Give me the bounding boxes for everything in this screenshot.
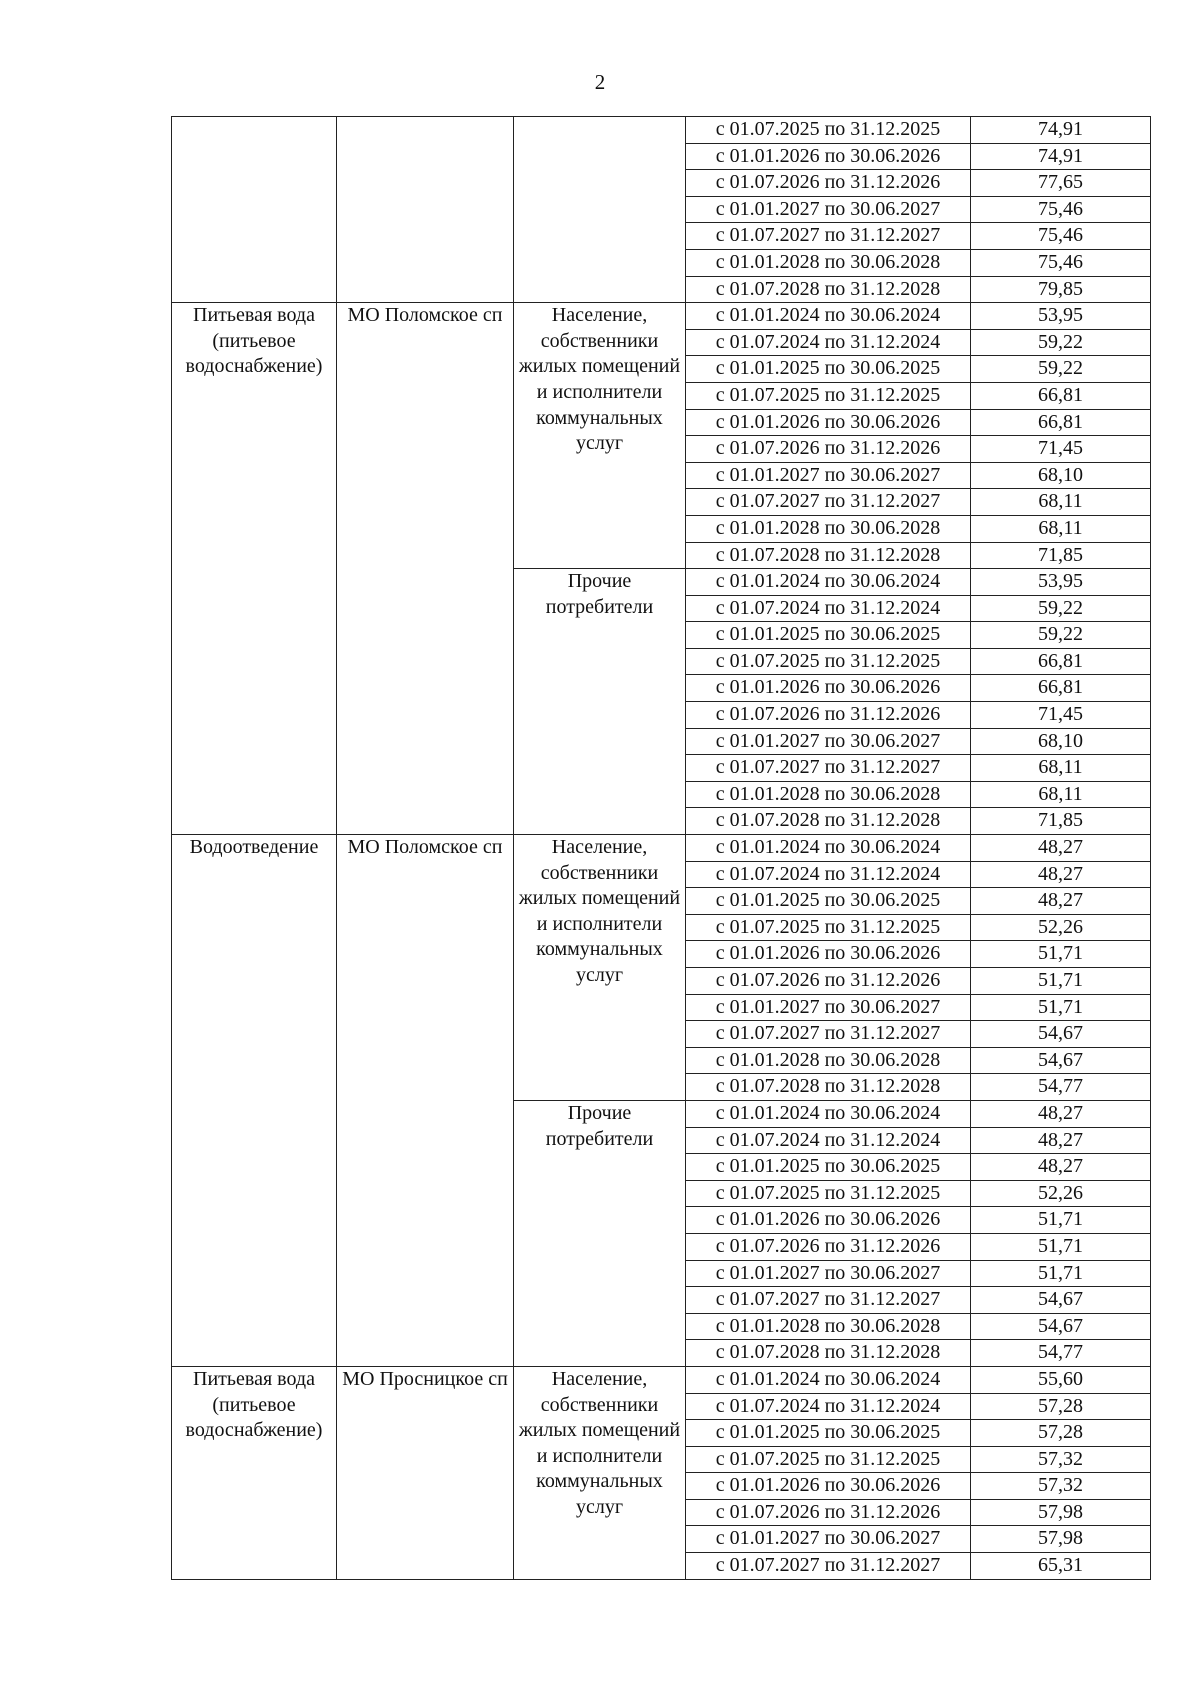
municipality-cell: МО Просницкое сп: [337, 1366, 514, 1579]
period-cell: с 01.01.2027 по 30.06.2027: [686, 1260, 971, 1287]
period-cell: с 01.01.2028 по 30.06.2028: [686, 249, 971, 276]
period-cell: с 01.01.2028 по 30.06.2028: [686, 1047, 971, 1074]
tariff-value-cell: 55,60: [971, 1366, 1151, 1393]
tariff-value-cell: 54,67: [971, 1287, 1151, 1314]
period-cell: с 01.01.2025 по 30.06.2025: [686, 622, 971, 649]
tariff-value-cell: 57,28: [971, 1420, 1151, 1447]
tariff-value-cell: 57,32: [971, 1473, 1151, 1500]
tariff-value-cell: 66,81: [971, 382, 1151, 409]
period-cell: с 01.01.2026 по 30.06.2026: [686, 1207, 971, 1234]
period-cell: с 01.07.2025 по 31.12.2025: [686, 1180, 971, 1207]
consumer-group-cell: [514, 117, 686, 303]
tariff-value-cell: 54,67: [971, 1047, 1151, 1074]
tariff-value-cell: 71,85: [971, 808, 1151, 835]
period-cell: с 01.07.2024 по 31.12.2024: [686, 329, 971, 356]
tariff-value-cell: 68,11: [971, 781, 1151, 808]
consumer-group-cell: Прочие потребители: [514, 1100, 686, 1366]
consumer-group-cell: Население, собственники жилых помещений и исполнители коммунальных услуг: [514, 835, 686, 1101]
tariff-value-cell: 74,91: [971, 143, 1151, 170]
tariff-value-cell: 57,98: [971, 1526, 1151, 1553]
period-cell: с 01.07.2027 по 31.12.2027: [686, 489, 971, 516]
tariff-value-cell: 77,65: [971, 170, 1151, 197]
consumer-group-cell: Прочие потребители: [514, 569, 686, 835]
tariff-value-cell: 68,11: [971, 755, 1151, 782]
municipality-cell: МО Поломское сп: [337, 835, 514, 1367]
period-cell: с 01.07.2028 по 31.12.2028: [686, 808, 971, 835]
tariff-value-cell: 53,95: [971, 303, 1151, 330]
tariff-value-cell: 53,95: [971, 569, 1151, 596]
tariff-value-cell: 59,22: [971, 356, 1151, 383]
tariff-value-cell: 59,22: [971, 622, 1151, 649]
table-row: [172, 117, 1151, 144]
period-cell: с 01.07.2026 по 31.12.2026: [686, 968, 971, 995]
tariff-value-cell: 54,67: [971, 1021, 1151, 1048]
period-cell: с 01.07.2024 по 31.12.2024: [686, 1127, 971, 1154]
tariff-value-cell: 57,32: [971, 1446, 1151, 1473]
tariff-value-cell: 59,22: [971, 329, 1151, 356]
period-cell: с 01.07.2026 по 31.12.2026: [686, 1233, 971, 1260]
period-cell: с 01.01.2025 по 30.06.2025: [686, 1154, 971, 1181]
tariff-value-cell: 68,10: [971, 462, 1151, 489]
tariff-value-cell: 71,85: [971, 542, 1151, 569]
consumer-group-cell: Население, собственники жилых помещений и исполнители коммунальных услуг: [514, 303, 686, 569]
tariff-table: [171, 116, 1151, 1580]
period-cell: с 01.07.2027 по 31.12.2027: [686, 755, 971, 782]
tariff-value-cell: 59,22: [971, 595, 1151, 622]
period-cell: с 01.07.2026 по 31.12.2026: [686, 702, 971, 729]
period-cell: с 01.01.2026 по 30.06.2026: [686, 409, 971, 436]
period-cell: с 01.01.2027 по 30.06.2027: [686, 994, 971, 1021]
period-cell: с 01.07.2028 по 31.12.2028: [686, 542, 971, 569]
table-row: [172, 835, 1151, 862]
tariff-value-cell: 75,46: [971, 223, 1151, 250]
service-cell: [172, 117, 337, 303]
period-cell: с 01.07.2025 по 31.12.2025: [686, 1446, 971, 1473]
period-cell: с 01.01.2028 по 30.06.2028: [686, 1313, 971, 1340]
tariff-value-cell: 51,71: [971, 968, 1151, 995]
tariff-value-cell: 51,71: [971, 994, 1151, 1021]
tariff-value-cell: 54,67: [971, 1313, 1151, 1340]
tariff-value-cell: 48,27: [971, 861, 1151, 888]
period-cell: с 01.07.2027 по 31.12.2027: [686, 1287, 971, 1314]
period-cell: с 01.01.2025 по 30.06.2025: [686, 1420, 971, 1447]
municipality-cell: МО Поломское сп: [337, 303, 514, 835]
municipality-cell: [337, 117, 514, 303]
tariff-value-cell: 66,81: [971, 675, 1151, 702]
period-cell: с 01.01.2027 по 30.06.2027: [686, 728, 971, 755]
tariff-value-cell: 48,27: [971, 1127, 1151, 1154]
tariff-value-cell: 51,71: [971, 1260, 1151, 1287]
period-cell: с 01.01.2028 по 30.06.2028: [686, 515, 971, 542]
tariff-value-cell: 57,28: [971, 1393, 1151, 1420]
period-cell: с 01.07.2026 по 31.12.2026: [686, 436, 971, 463]
period-cell: с 01.01.2024 по 30.06.2024: [686, 569, 971, 596]
tariff-value-cell: 57,98: [971, 1499, 1151, 1526]
period-cell: с 01.07.2027 по 31.12.2027: [686, 223, 971, 250]
tariff-value-cell: 71,45: [971, 702, 1151, 729]
period-cell: с 01.01.2026 по 30.06.2026: [686, 143, 971, 170]
tariff-value-cell: 79,85: [971, 276, 1151, 303]
service-cell: Питьевая вода (питьевое водоснабжение): [172, 1366, 337, 1579]
table-row: [172, 1366, 1151, 1393]
period-cell: с 01.01.2025 по 30.06.2025: [686, 888, 971, 915]
period-cell: с 01.07.2025 по 31.12.2025: [686, 648, 971, 675]
tariff-value-cell: 51,71: [971, 1207, 1151, 1234]
period-cell: с 01.07.2026 по 31.12.2026: [686, 1499, 971, 1526]
service-cell: Водоотведение: [172, 835, 337, 1367]
tariff-value-cell: 66,81: [971, 648, 1151, 675]
table-row: [172, 303, 1151, 330]
tariff-value-cell: 75,46: [971, 196, 1151, 223]
tariff-value-cell: 52,26: [971, 1180, 1151, 1207]
service-cell: Питьевая вода (питьевое водоснабжение): [172, 303, 337, 835]
period-cell: с 01.01.2025 по 30.06.2025: [686, 356, 971, 383]
tariff-table-body: [172, 117, 1151, 1580]
tariff-value-cell: 48,27: [971, 888, 1151, 915]
period-cell: с 01.07.2026 по 31.12.2026: [686, 170, 971, 197]
period-cell: с 01.07.2028 по 31.12.2028: [686, 1074, 971, 1101]
period-cell: с 01.01.2027 по 30.06.2027: [686, 196, 971, 223]
tariff-value-cell: 52,26: [971, 914, 1151, 941]
tariff-value-cell: 48,27: [971, 835, 1151, 862]
period-cell: с 01.01.2027 по 30.06.2027: [686, 1526, 971, 1553]
period-cell: с 01.01.2026 по 30.06.2026: [686, 1473, 971, 1500]
period-cell: с 01.01.2027 по 30.06.2027: [686, 462, 971, 489]
period-cell: с 01.07.2024 по 31.12.2024: [686, 1393, 971, 1420]
tariff-value-cell: 51,71: [971, 1233, 1151, 1260]
period-cell: с 01.07.2024 по 31.12.2024: [686, 595, 971, 622]
period-cell: с 01.01.2024 по 30.06.2024: [686, 303, 971, 330]
tariff-value-cell: 68,11: [971, 489, 1151, 516]
period-cell: с 01.07.2025 по 31.12.2025: [686, 382, 971, 409]
period-cell: с 01.01.2024 по 30.06.2024: [686, 1366, 971, 1393]
period-cell: с 01.01.2024 по 30.06.2024: [686, 835, 971, 862]
tariff-value-cell: 51,71: [971, 941, 1151, 968]
tariff-value-cell: 75,46: [971, 249, 1151, 276]
period-cell: с 01.07.2027 по 31.12.2027: [686, 1021, 971, 1048]
tariff-value-cell: 65,31: [971, 1553, 1151, 1580]
consumer-group-cell: Население, собственники жилых помещений и исполнители коммунальных услуг: [514, 1366, 686, 1579]
tariff-value-cell: 68,11: [971, 515, 1151, 542]
period-cell: с 01.07.2028 по 31.12.2028: [686, 276, 971, 303]
period-cell: с 01.01.2026 по 30.06.2026: [686, 941, 971, 968]
tariff-value-cell: 71,45: [971, 436, 1151, 463]
period-cell: с 01.01.2024 по 30.06.2024: [686, 1100, 971, 1127]
tariff-value-cell: 66,81: [971, 409, 1151, 436]
page-number: 2: [594, 70, 606, 94]
period-cell: с 01.07.2024 по 31.12.2024: [686, 861, 971, 888]
tariff-value-cell: 68,10: [971, 728, 1151, 755]
period-cell: с 01.07.2027 по 31.12.2027: [686, 1553, 971, 1580]
period-cell: с 01.07.2025 по 31.12.2025: [686, 914, 971, 941]
period-cell: с 01.07.2025 по 31.12.2025: [686, 117, 971, 144]
tariff-value-cell: 54,77: [971, 1340, 1151, 1367]
period-cell: с 01.01.2026 по 30.06.2026: [686, 675, 971, 702]
period-cell: с 01.01.2028 по 30.06.2028: [686, 781, 971, 808]
tariff-value-cell: 74,91: [971, 117, 1151, 144]
tariff-value-cell: 48,27: [971, 1100, 1151, 1127]
tariff-value-cell: 54,77: [971, 1074, 1151, 1101]
period-cell: с 01.07.2028 по 31.12.2028: [686, 1340, 971, 1367]
tariff-value-cell: 48,27: [971, 1154, 1151, 1181]
